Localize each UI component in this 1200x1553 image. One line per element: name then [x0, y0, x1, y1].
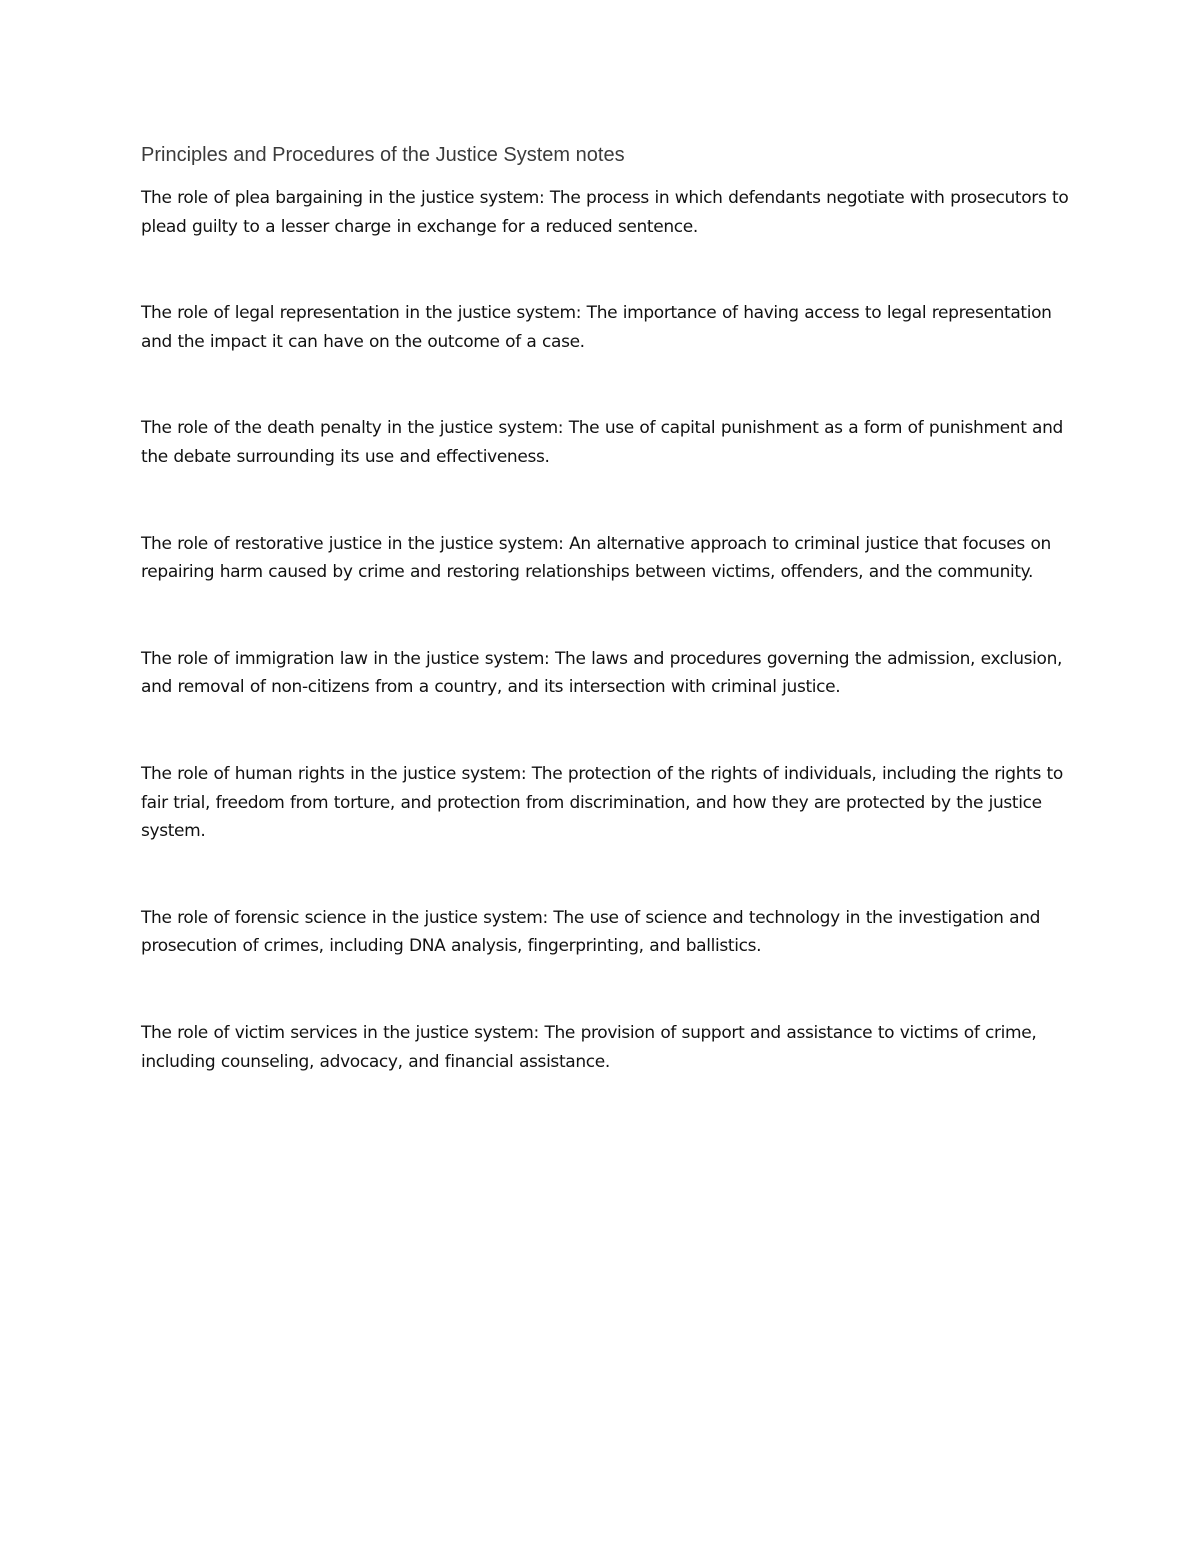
note-forensic-science: The role of forensic science in the justice system: The use of science and technology in the investigation and prosecution of crimes, including DNA analysis, fingerprinting, and ballistics.: [141, 907, 1041, 957]
note-legal-representation: The role of legal representation in the justice system: The importance of having access to legal representation and the impact it can have on the outcome of a case.: [141, 303, 1052, 352]
note-plea-bargaining: The role of plea bargaining in the justice system: The process in which defendants negotiate with prosecutors to plead guilty to a lesser charge in exchange for a reduced sentence.: [141, 188, 1069, 237]
document-title: Principles and Procedures of the Justice System notes: [141, 144, 625, 166]
note-immigration-law: The role of immigration law in the justice system: The laws and procedures governing the admission, exclusion, and removal of non-citizens from a country, and its intersection with criminal justice.: [141, 648, 1063, 698]
notes-list: [141, 184, 1069, 1134]
note-human-rights: The role of human rights in the justice system: The protection of the rights of individuals, including the rights to fair trial, freedom from torture, and protection from discrimination, and how they are protected by the justice system.: [141, 763, 1063, 842]
note-death-penalty: The role of the death penalty in the justice system: The use of capital punishment as a form of punishment and the debate surrounding its use and effectiveness.: [141, 418, 1063, 467]
note-restorative-justice: The role of restorative justice in the justice system: An alternative approach to criminal justice that focuses on repairing harm caused by crime and restoring relationships between victims, offenders, and the community.: [141, 533, 1051, 583]
note-victim-services: The role of victim services in the justice system: The provision of support and assistance to victims of crime, including counseling, advocacy, and financial assistance.: [141, 1022, 1037, 1072]
